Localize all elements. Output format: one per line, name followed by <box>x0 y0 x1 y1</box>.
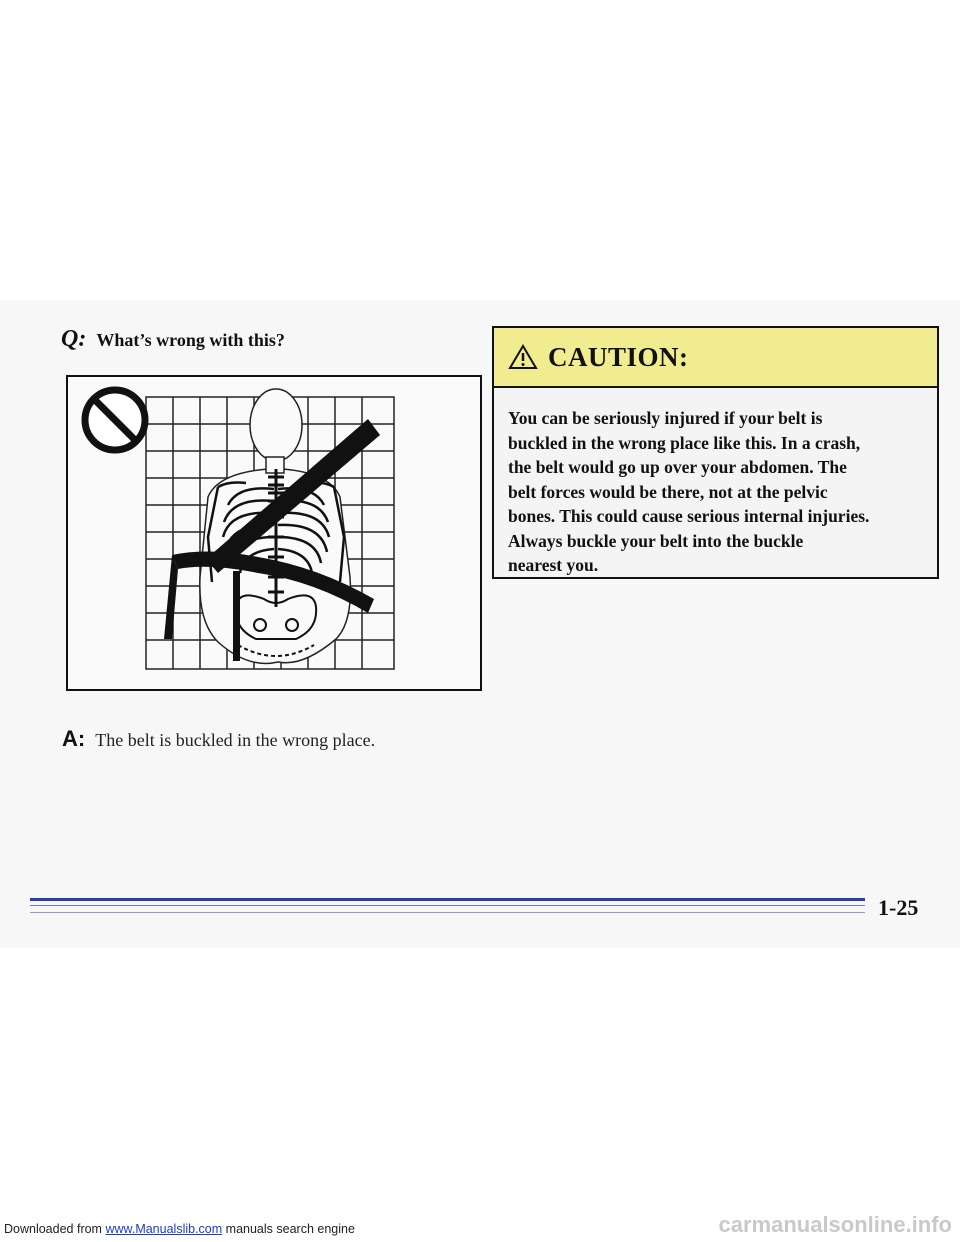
caution-line: You can be seriously injured if your belt is <box>508 408 823 428</box>
caution-text <box>508 406 928 578</box>
caution-line: buckled in the wrong place like this. In a crash, <box>508 432 861 453</box>
caution-box <box>492 326 939 579</box>
skeleton-figure <box>68 377 480 689</box>
question-text: What’s wrong with this? <box>96 330 285 350</box>
answer <box>62 726 375 752</box>
question <box>61 326 285 353</box>
caution-line: the belt would go up over your abdomen. The <box>508 457 847 477</box>
source-prefix: Downloaded from <box>4 1222 102 1236</box>
caution-line: bones. This could cause serious internal injuries. <box>508 506 870 526</box>
footer-rule-thin <box>30 905 865 906</box>
answer-text: The belt is buckled in the wrong place. <box>95 730 376 750</box>
caution-line: nearest you. <box>508 555 599 575</box>
source-line <box>4 1222 355 1236</box>
caution-header <box>494 328 937 388</box>
page-number: 1-25 <box>878 895 919 920</box>
question-letter: Q: <box>61 326 87 352</box>
caution-line: belt forces would be there, not at the pelvic <box>508 481 828 502</box>
caution-title: CAUTION: <box>548 341 689 372</box>
warning-triangle-icon <box>508 344 538 370</box>
buckle-stalk <box>233 571 240 661</box>
prohibited-icon <box>85 390 145 450</box>
footer-rule <box>30 898 865 901</box>
footer-rule-thin <box>30 912 865 913</box>
answer-letter: A: <box>62 726 86 751</box>
watermark: carmanualsonline.info <box>718 1212 952 1237</box>
buckle-strap <box>164 555 178 639</box>
seatbelt-illustration <box>66 375 482 691</box>
manualslib-link[interactable]: www.Manualslib.com <box>105 1222 223 1236</box>
source-suffix: manuals search engine <box>225 1222 355 1236</box>
caution-line: Always buckle your belt into the buckle <box>508 530 804 551</box>
